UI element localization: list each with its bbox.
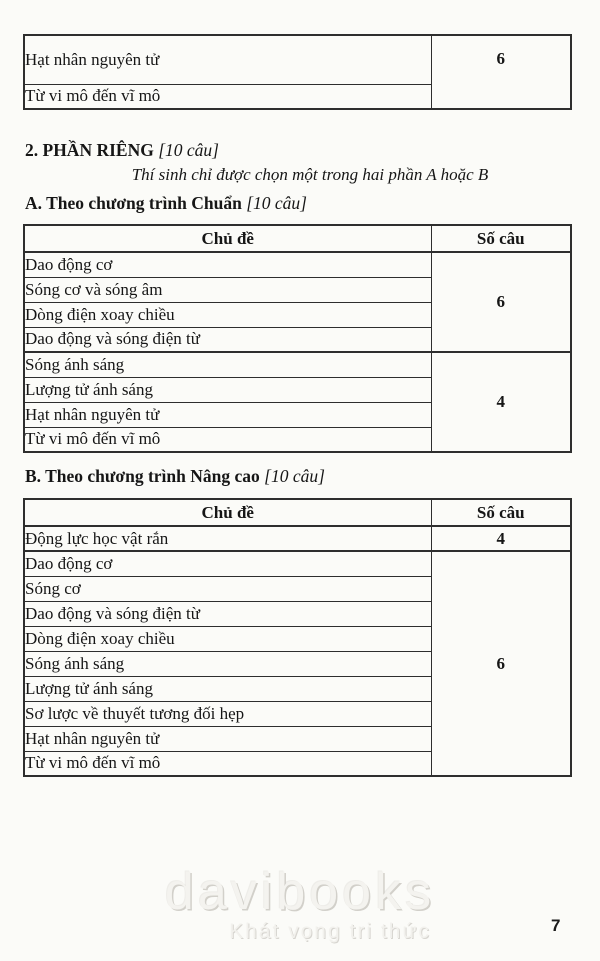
- count-cell: 4: [431, 352, 571, 452]
- section-a-heading: [25, 193, 600, 214]
- topic-cell: Từ vi mô đến vĩ mô: [24, 427, 431, 452]
- section-b-question-count: [10 câu]: [264, 466, 325, 486]
- section-2-heading: [25, 140, 600, 161]
- header-topic: Chủ đề: [24, 499, 431, 526]
- section-a-title: A. Theo chương trình Chuẩn: [25, 193, 242, 213]
- section-b-heading: [25, 466, 600, 487]
- count-cell: 6: [431, 551, 571, 776]
- topic-cell: Sóng cơ: [24, 576, 431, 601]
- page-number: 7: [551, 916, 561, 935]
- topic-cell: Từ vi mô đến vĩ mô: [24, 751, 431, 776]
- table-standard-program: [23, 224, 572, 453]
- topic-cell: Hạt nhân nguyên tử: [24, 35, 431, 84]
- header-topic: Chủ đề: [24, 225, 431, 252]
- topic-cell: Sóng ánh sáng: [24, 651, 431, 676]
- section-2-title: 2. PHẦN RIÊNG: [25, 140, 154, 160]
- topic-cell: Hạt nhân nguyên tử: [24, 402, 431, 427]
- table-row: [24, 551, 571, 576]
- topic-cell: Dao động cơ: [24, 252, 431, 277]
- topic-cell: Dao động cơ: [24, 551, 431, 576]
- header-count: Số câu: [431, 225, 571, 252]
- count-cell: 6: [431, 35, 571, 109]
- section-b-title: B. Theo chương trình Nâng cao: [25, 466, 260, 486]
- topic-cell: Lượng tử ánh sáng: [24, 377, 431, 402]
- table-row: [24, 526, 571, 551]
- table-row: [24, 352, 571, 377]
- section-2-note: Thí sinh chỉ được chọn một trong hai phần A hoặc B: [131, 165, 489, 184]
- table-header-row: [24, 499, 571, 526]
- topic-cell: Sóng ánh sáng: [24, 352, 431, 377]
- topic-cell: Dòng điện xoay chiều: [24, 626, 431, 651]
- topic-cell: Dao động và sóng điện từ: [24, 327, 431, 352]
- section-a-question-count: [10 câu]: [246, 193, 307, 213]
- topic-cell: Sóng cơ và sóng âm: [24, 277, 431, 302]
- table-row: [24, 35, 571, 84]
- header-count: Số câu: [431, 499, 571, 526]
- table-advanced-program: [23, 498, 572, 777]
- topic-cell: Động lực học vật rắn: [24, 526, 431, 551]
- topic-cell: Hạt nhân nguyên tử: [24, 726, 431, 751]
- watermark-tagline: Khát vọng tri thức: [229, 920, 431, 943]
- watermark-brand: davibooks: [164, 863, 436, 921]
- table-row: [24, 252, 571, 277]
- section-2-question-count: [10 câu]: [158, 140, 219, 160]
- topic-cell: Sơ lược về thuyết tương đối hẹp: [24, 701, 431, 726]
- topic-cell: Dao động và sóng điện từ: [24, 601, 431, 626]
- top-table: [23, 34, 572, 110]
- topic-cell: Lượng tử ánh sáng: [24, 676, 431, 701]
- count-cell: 4: [431, 526, 571, 551]
- table-header-row: [24, 225, 571, 252]
- topic-cell: Dòng điện xoay chiều: [24, 302, 431, 327]
- watermark: [0, 863, 600, 944]
- topic-cell: Từ vi mô đến vĩ mô: [24, 84, 431, 109]
- count-cell: 6: [431, 252, 571, 352]
